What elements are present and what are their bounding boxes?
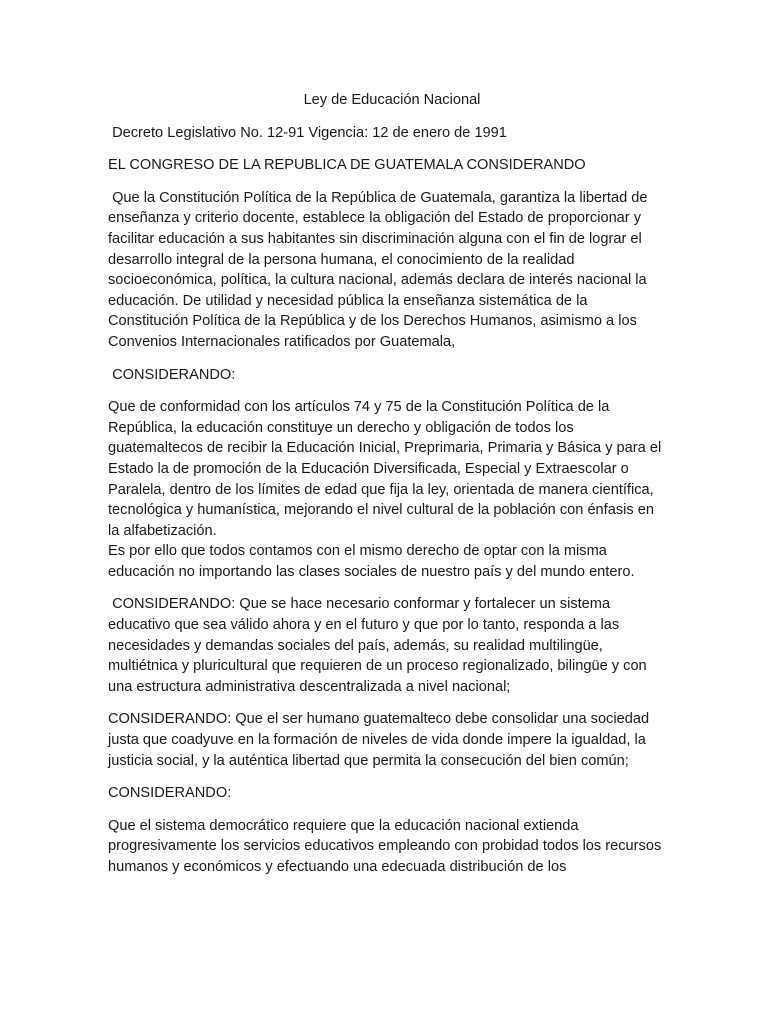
paragraph-constitution: Que la Constitución Política de la República de Guatemala, garantiza la libertad de enseñanza y criterio docente, establece la obligación del Estado de proporcionar y facilitar educación a sus habitantes sin discriminación alguna con el fin de lograr el desarrollo integral de la persona humana, el conocimiento de la realidad socioeconómica, política, la cultura nacional, además declara de interés nacional la educación. De utilidad y necesidad pública la enseñanza sistemática de la Constitución Política de la República y de los Derechos Humanos, asimismo a los Convenios Internacionales ratificados por Guatemala, [108,189,652,350]
congress-heading: EL CONGRESO DE LA REPUBLICA DE GUATEMALA CONSIDERANDO [108,157,586,174]
document-page [108,90,664,890]
paragraph-articles: Que de conformidad con los artículos 74 y 75 de la Constitución Política de la República, la educación constituye un derecho y obligación de todos los guatemaltecos de recibir la Educación Inicial, Preprimaria, Primaria y Básica y para el Estado la de promoción de la Educación Diversificada, Especial y Extraescolar o Paralela, dentro de los límites de edad que fija la ley, orientada de manera científica, tecnológica y humanística, mejorando el nivel cultural de la población con énfasis en la alfabetización. [108,399,666,539]
document-title: Ley de Educación Nacional [303,92,481,108]
paragraph-equal-right: Es por ello que todos contamos con el mismo derecho de optar con la misma educación no importando las clases sociales de nuestro país y del mundo entero. [108,543,635,580]
considerando-heading: CONSIDERANDO: [108,366,236,383]
paragraph-system: CONSIDERANDO: Que se hace necesario conformar y fortalecer un sistema educativo que sea válido ahora y en el futuro y que por lo tanto, responda a las necesidades y demandas sociales del país, además, su realidad multilingüe, multiétnica y pluricultural que requieren de un proceso regionalizado, bilingüe y con una estructura administrativa descentralizada a nivel nacional; [108,596,651,695]
considerando-heading-2: CONSIDERANDO: [108,785,232,802]
paragraph-human: CONSIDERANDO: Que el ser humano guatemalteco debe consolidar una sociedad justa que coadyuve en la formación de niveles de vida donde impere la igualdad, la justicia social, y la auténtica libertad que permita la consecución del bien común; [108,711,654,769]
paragraph-democratic: Que el sistema democrático requiere que la educación nacional extienda progresivamente los servicios educativos empleando con probidad todos los recursos humanos y económicos y efectuando una edecuada distribución de los [108,817,666,875]
decree-line: Decreto Legislativo No. 12-91 Vigencia: 12 de enero de 1991 [108,124,507,141]
